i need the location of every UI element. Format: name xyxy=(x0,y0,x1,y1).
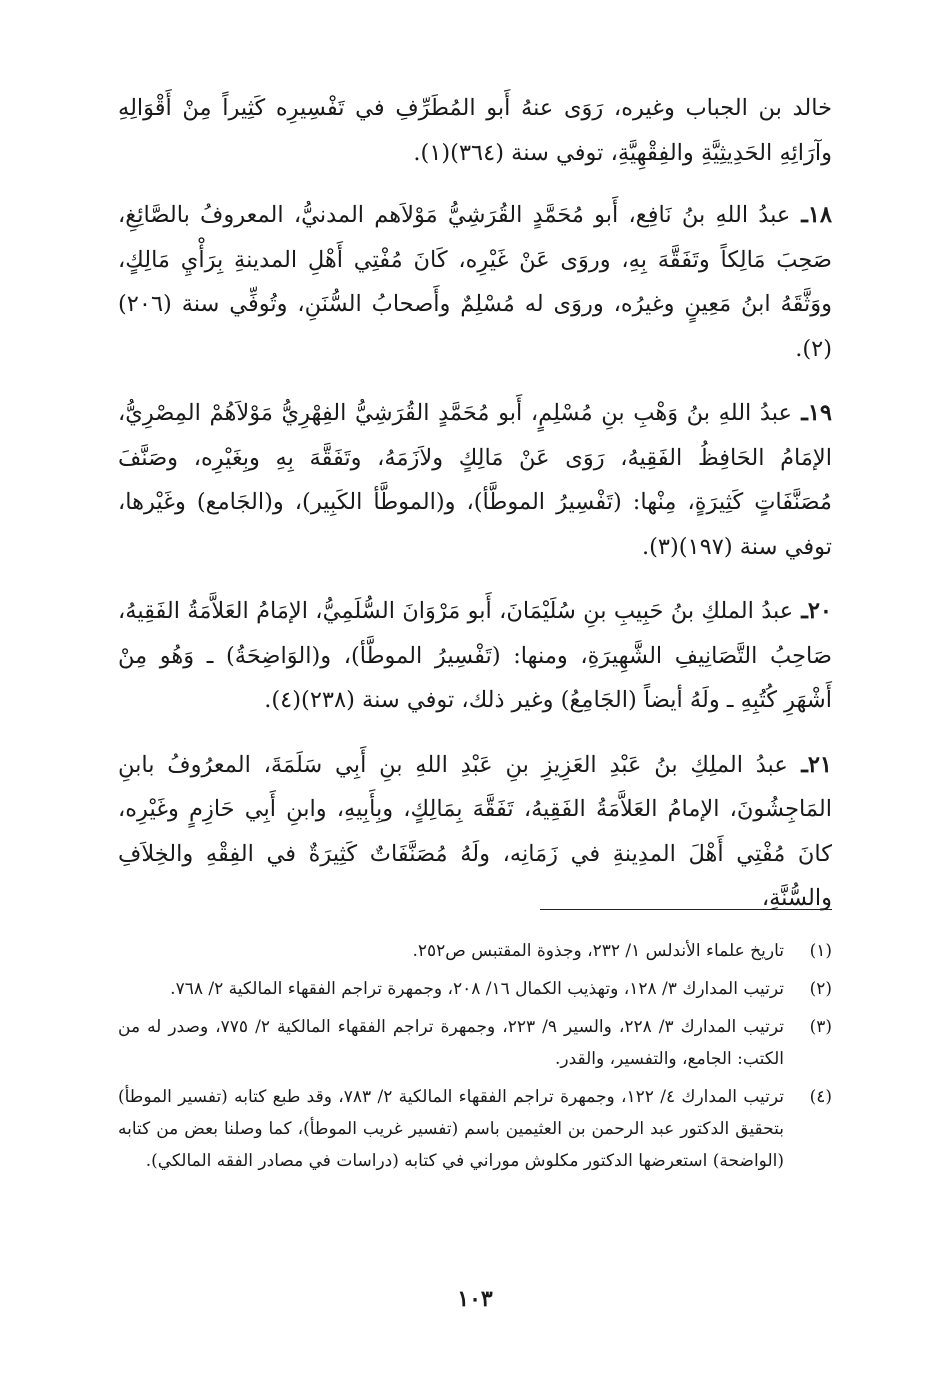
page-number: ١٠٣ xyxy=(457,1286,493,1312)
footnote-2 xyxy=(118,973,832,1005)
paragraph-text: عبدُ الملكِ بنُ حَبِيبِ بنِ سُلَيْمَانَ، أَبو مَرْوَانَ السُّلَمِيُّ، الإمَامُ العَلاَّمَةُ الفَقِيهُ، صَاحِبُ التَّصَانِيفِ الشَّهِيرَةِ، ومنها: (تَفْسِيرُ الموطَّأ)، و(الوَاضِحَةُ) ـ وَهُو مِنْ أَشْهَرِ كُتُبِهِ ـ ولَهُ أيضاً (الجَامِعُ) وغير ذلك، توفي سنة (٢٣٨)(٤). xyxy=(118,598,832,713)
entry-number: ٢٠ـ xyxy=(793,598,832,624)
paragraph-entry-21 xyxy=(118,743,832,921)
footnote-number: (٣) xyxy=(809,1017,832,1037)
footnote-number: (٤) xyxy=(809,1087,832,1107)
paragraph-text: عبدُ الملِكِ بنُ عَبْدِ العَزِيزِ بنِ عَبْدِ اللهِ بنِ أَبِي سَلَمَةَ، المعرُوفُ بابنِ المَاجِشُونَ، الإمامُ العَلاَّمَةُ الفَقِيهُ، تَفَقَّهَ بِمَالِكٍ، وبِأَبِيهِ، وابنِ أَبِي حَازِمٍ وغَيْرِه، كانَ مُفْتِي أَهْلَ المدِينةِ في زَمَانِه، ولَهُ مُصَنَّفَاتٌ كَثِيرَةٌ في الفِقْهِ والخِلاَفِ والسُّنَّةِ، xyxy=(118,751,832,911)
footnote-4 xyxy=(118,1081,832,1177)
paragraph-text: عبدُ اللهِ بنُ نَافِع، أَبو مُحَمَّدٍ القُرَشِيُّ مَوْلاَهم المدنيُّ، المعروفُ بالصَّائِغِ، صَحِبَ مَالِكاً وتَفَقَّهَ بِهِ، وروَى عَنْ غَيْرِه، كَانَ مُفْتِي أَهْلِ المدينةِ بِرَأْيِ مَالِكٍ، ووَثَّقَهُ ابنُ مَعِينٍ وغيرُه، وروَى له مُسْلِمٌ وأَصحابُ السُّنَنِ، وتُوفِّي سنة (٢٠٦)(٢). xyxy=(118,202,832,362)
footnote-separator xyxy=(540,909,832,910)
footnote-text: ترتيب المدارك ٣/ ٢٢٨، والسير ٩/ ٢٢٣، وجمهرة تراجم الفقهاء المالكية ٢/ ٧٧٥، وصدر له من الكتب: الجامع، والتفسير، والقدر. xyxy=(118,1017,784,1069)
paragraph-text: خالد بن الجباب وغيره، رَوَى عنهُ أَبو المُطَرِّفِ في تَفْسِيرِه كَثِيراً مِنْ أَقْوَالِهِ وآرَائِهِ الحَدِيثِيَّةِ والفِقْهِيَّةِ، توفي سنة (٣٦٤)(١). xyxy=(118,95,832,166)
footnote-text: ترتيب المدارك ٣/ ١٢٨، وتهذيب الكمال ١٦/ ٢٠٨، وجمهرة تراجم الفقهاء المالكية ٢/ ٧٦٨. xyxy=(170,979,784,999)
paragraph-entry-19 xyxy=(118,391,832,569)
entry-number: ٢١ـ xyxy=(787,751,832,778)
entry-number: ١٩ـ xyxy=(791,400,832,426)
footnote-number: (١) xyxy=(809,941,832,961)
paragraph-continuation xyxy=(118,86,832,175)
footnotes xyxy=(118,935,832,1183)
paragraph-entry-20 xyxy=(118,589,832,723)
footnote-1 xyxy=(118,935,832,967)
paragraph-text: عبدُ اللهِ بنُ وَهْبِ بنِ مُسْلِمٍ، أَبو مُحَمَّدٍ القُرَشِيُّ الفِهْرِيُّ مَوْلاَهُمْ المِصْرِيُّ، الإمَامُ الحَافِظُ الفَقِيهُ، رَوَى عَنْ مَالِكٍ ولاَزَمَهُ، وتَفَقَّهَ بِهِ وبِغَيْرِه، وصَنَّفَ مُصَنَّفَاتٍ كَثِيرَةٍ، مِنْها: (تَفْسِيرُ الموطَّأ)، و(الموطَّأ الكَبِير)، و(الجَامع) وغَيْرها، توفي سنة (١٩٧)(٣). xyxy=(118,400,832,560)
entry-number: ١٨ـ xyxy=(790,202,832,228)
footnote-text: ترتيب المدارك ٤/ ١٢٢، وجمهرة تراجم الفقهاء المالكية ٢/ ٧٨٣، وقد طبع كتابه (تفسير الموطأ) بتحقيق الدكتور عبد الرحمن بن العثيمين باسم (تفسير غريب الموطأ)، كما وصلنا بعض من كتابه (الواضحة) استعرضها الدكتور مكلوش موراني في كتابه (دراسات في مصادر الفقه المالكي). xyxy=(118,1087,785,1171)
main-text xyxy=(118,86,832,941)
footnote-number: (٢) xyxy=(809,979,832,999)
footnote-3 xyxy=(118,1011,832,1075)
footnote-text: تاريخ علماء الأندلس ١/ ٢٣٢، وجذوة المقتبس ص٢٥٢. xyxy=(412,941,784,961)
paragraph-entry-18 xyxy=(118,193,832,371)
